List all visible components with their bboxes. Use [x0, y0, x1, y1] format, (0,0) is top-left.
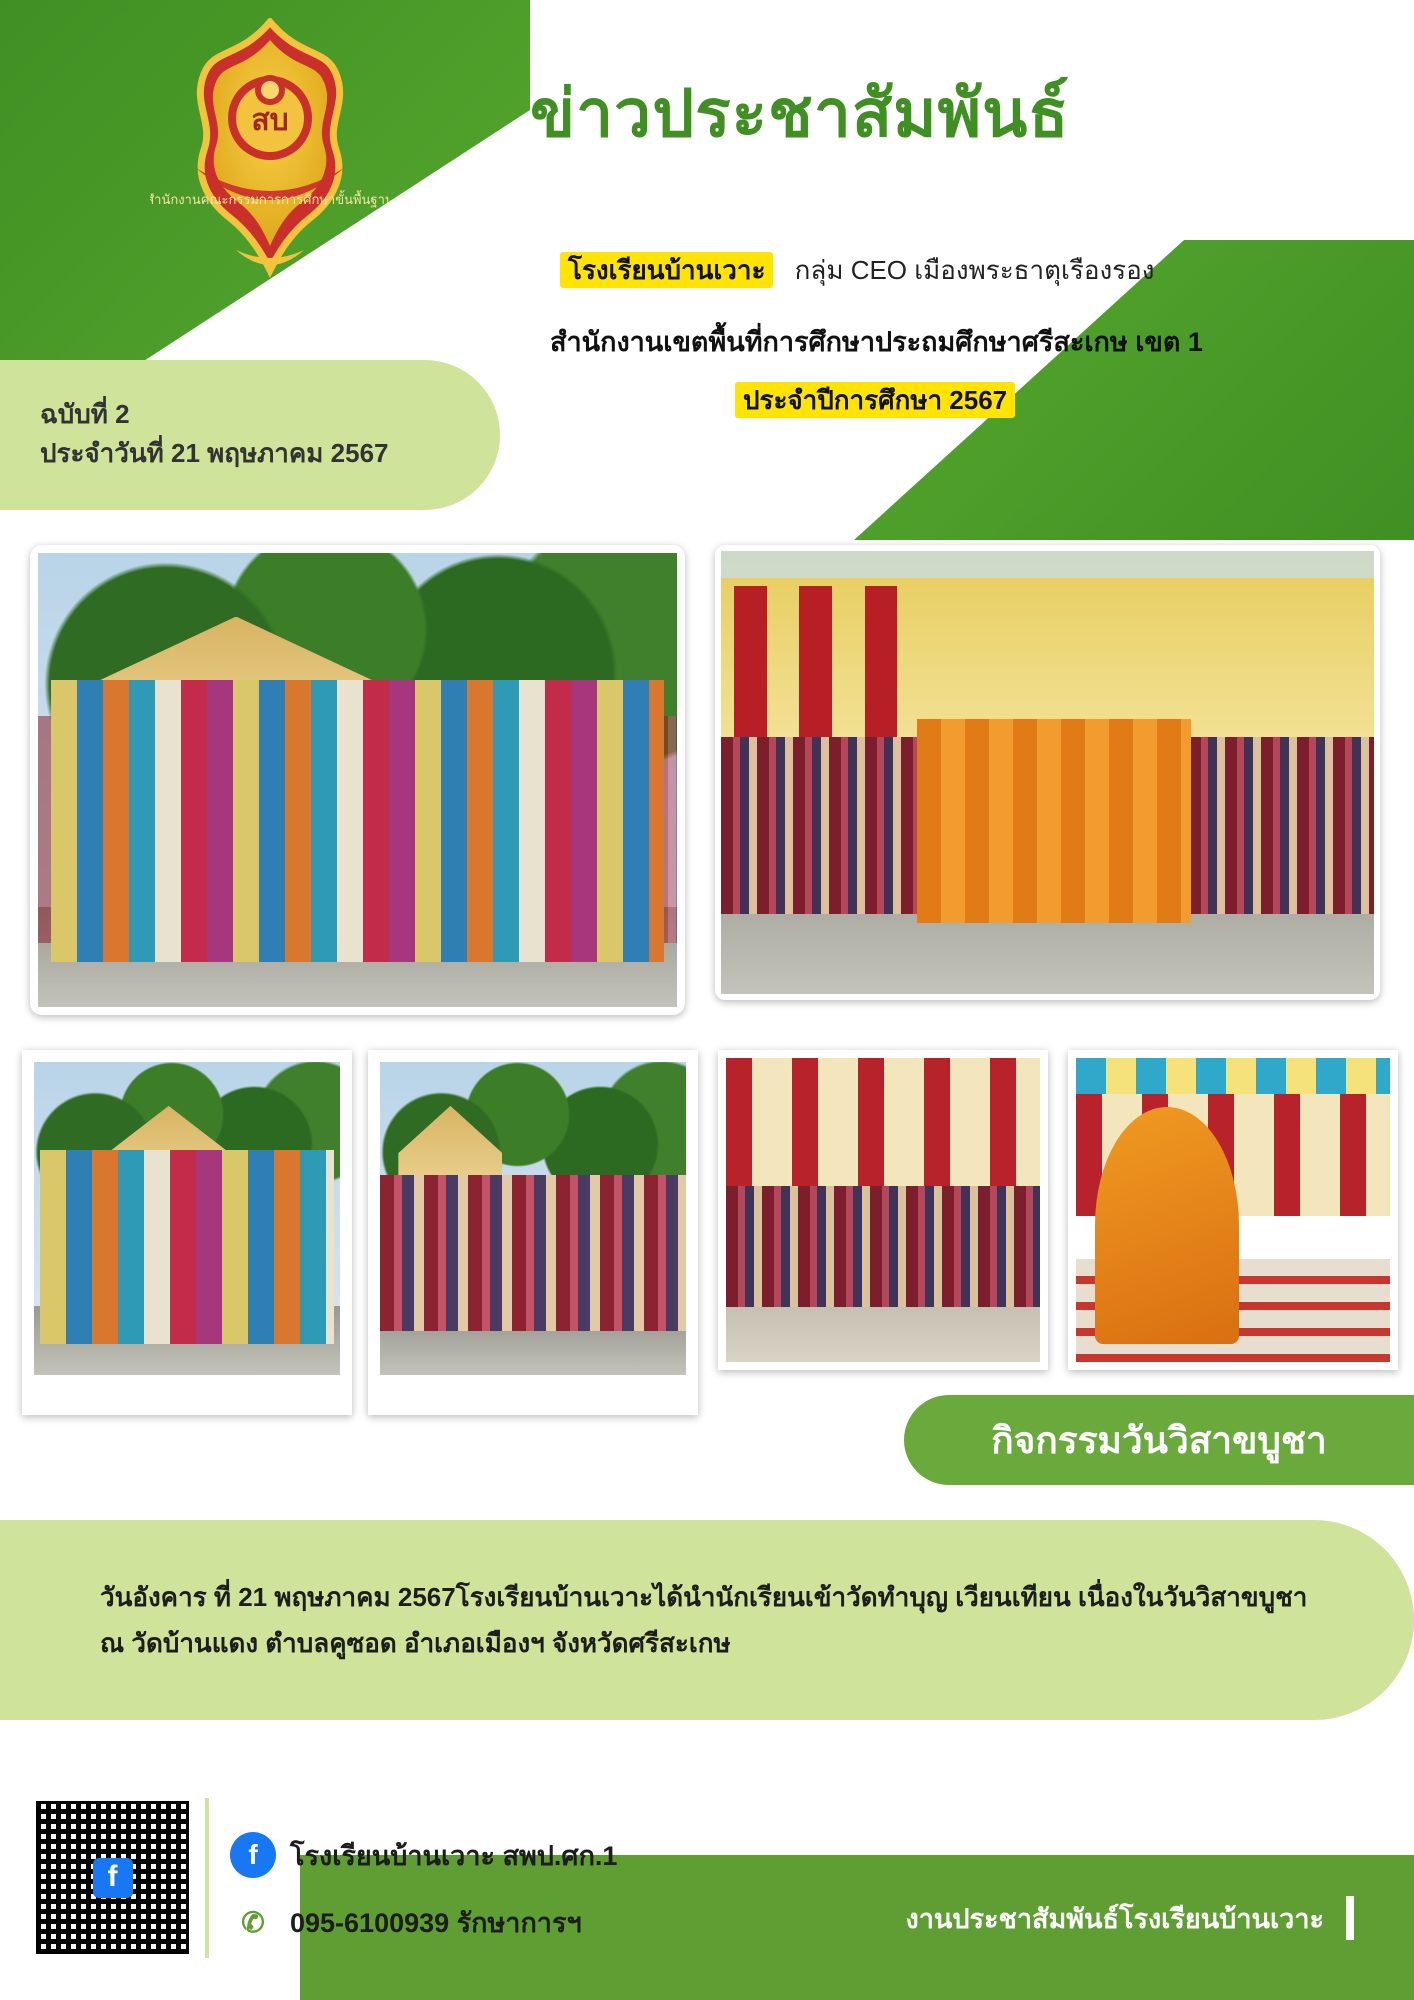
- page-footer: [0, 1770, 1414, 2000]
- photo-monks-and-students-procession: [715, 545, 1380, 1000]
- facebook-icon: f: [93, 1858, 133, 1898]
- obec-emblem-logo: [150, 18, 390, 308]
- page-header: [0, 0, 1414, 530]
- issue-info: [40, 395, 460, 473]
- footer-accent-bar: [1346, 1896, 1354, 1940]
- description-line-2: ณ วัดบ้านแดง ตำบลคูซอด อำเภอเมืองฯ จังหวัดศรีสะเกษ: [100, 1627, 731, 1658]
- qr-code[interactable]: [30, 1795, 195, 1960]
- description-line-1: วันอังคาร ที่ 21 พฤษภาคม 2567โรงเรียนบ้านเวาะได้นำนักเรียนเข้าวัดทำบุญ เวียนเทียน เนื่องในวันวิสาขบูชา: [100, 1582, 1308, 1612]
- office-label: สำนักงานเขตพื้นที่การศึกษาประถมศึกษาศรีสะเกษ เขต 1: [550, 327, 1203, 357]
- svg-text:สบ: สบ: [251, 104, 289, 137]
- footer-credit-label: งานประชาสัมพันธ์โรงเรียนบ้านเวาะ: [905, 1903, 1324, 1934]
- footer-phone-row[interactable]: [230, 1899, 582, 1945]
- description-text: [100, 1575, 1340, 1666]
- activity-title: กิจกรรมวันวิสาขบูชา: [991, 1419, 1327, 1461]
- issue-number: ฉบับที่ 2: [40, 399, 130, 429]
- page-title: ข่าวประชาสัมพันธ์: [530, 76, 1070, 150]
- footer-facebook-row[interactable]: [230, 1832, 617, 1878]
- description-section: [0, 1490, 1414, 1740]
- header-school-group-line: [560, 250, 1360, 291]
- photo-students-kneeling-in-hall: [718, 1050, 1048, 1370]
- photo-monk-receiving-offering: [1068, 1050, 1398, 1370]
- phone-icon: ✆: [230, 1899, 276, 1945]
- photo-teachers-group-at-temple: [30, 545, 685, 1015]
- ceo-group-label: กลุ่ม CEO เมืองพระธาตุเรืองรอง: [794, 255, 1155, 285]
- school-name-highlight: โรงเรียนบ้านเวาะ: [560, 252, 773, 288]
- svg-text:สำนักงานคณะกรรมการการศึกษาขั้น: สำนักงานคณะกรรมการการศึกษาขั้นพื้นฐาน: [150, 192, 390, 207]
- activity-title-bar: [904, 1395, 1414, 1485]
- facebook-page-label: โรงเรียนบ้านเวาะ สพป.ศก.1: [290, 1840, 618, 1871]
- footer-credit: [906, 1896, 1354, 1940]
- photo-teachers-group-small: [22, 1050, 352, 1415]
- footer-divider: [205, 1798, 209, 1958]
- phone-label: 095-6100939 รักษาการฯ: [290, 1907, 582, 1938]
- facebook-icon: f: [230, 1832, 276, 1878]
- academic-year-highlight: [735, 380, 1015, 421]
- photo-students-lined-up-outside: [368, 1050, 698, 1415]
- academic-year-text: ประจำปีการศึกษา 2567: [735, 382, 1015, 418]
- issue-date: ประจำวันที่ 21 พฤษภาคม 2567: [40, 438, 389, 468]
